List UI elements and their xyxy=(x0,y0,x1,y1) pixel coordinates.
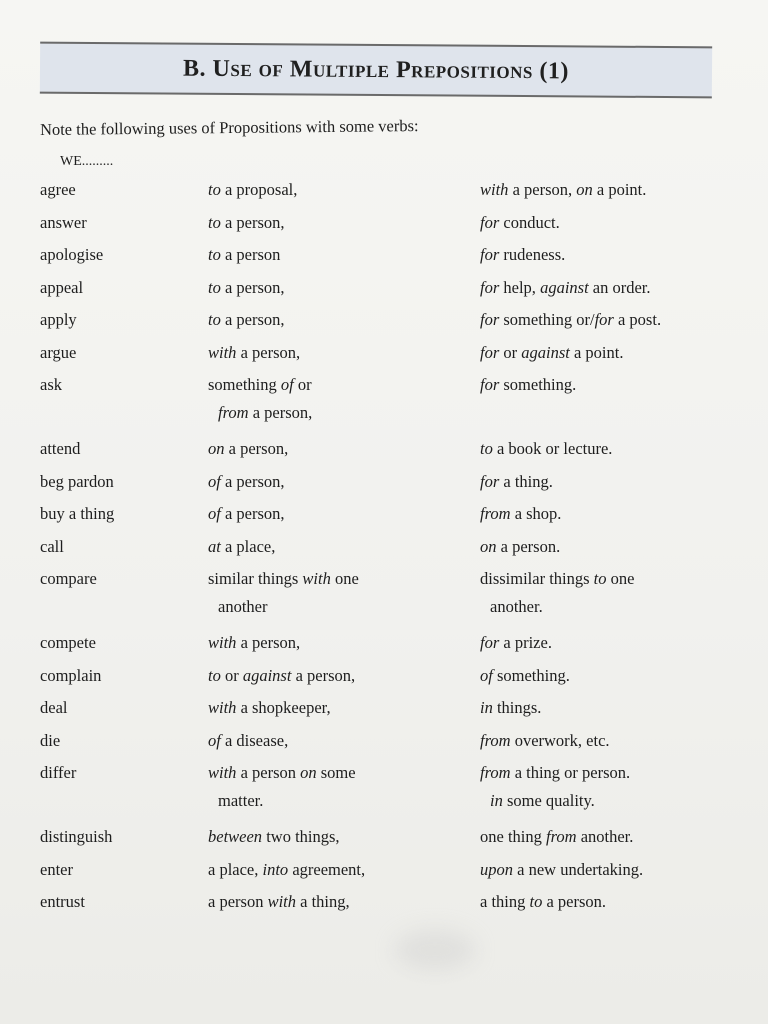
usage-cell-1-continued xyxy=(208,403,312,423)
preposition: from xyxy=(546,827,577,846)
preposition: to xyxy=(208,665,221,685)
subheading: WE......... xyxy=(60,154,114,169)
text: a prize. xyxy=(499,633,552,652)
text: a place, xyxy=(208,859,263,879)
text: conduct. xyxy=(499,212,560,232)
usage-cell-2 xyxy=(480,763,630,811)
text: agreement, xyxy=(288,859,366,879)
usage-cell-2 xyxy=(480,633,552,653)
usage-cell-1-continued xyxy=(208,791,356,811)
verb-cell: beg pardon xyxy=(40,471,114,491)
preposition: for xyxy=(480,633,500,652)
verb-cell: complain xyxy=(40,665,102,685)
table-row xyxy=(40,763,720,827)
preposition: against xyxy=(242,665,292,685)
usage-cell-2 xyxy=(480,343,623,363)
verb-cell: deal xyxy=(40,698,68,717)
preposition: to xyxy=(208,277,221,297)
preposition: for xyxy=(480,375,500,394)
text: one xyxy=(606,569,635,588)
text: a place, xyxy=(220,536,276,556)
text: something or/ xyxy=(499,310,595,329)
preposition: for xyxy=(480,471,500,491)
text: a person, xyxy=(248,403,313,422)
text: or xyxy=(499,342,522,362)
text: one thing xyxy=(480,827,546,846)
preposition: on xyxy=(208,439,225,458)
preposition: for xyxy=(480,212,500,232)
usage-cell-1 xyxy=(208,472,285,492)
text: a person, xyxy=(220,310,285,329)
preposition: to xyxy=(208,310,221,329)
usage-cell-2 xyxy=(480,537,560,557)
table-row xyxy=(40,180,720,213)
preposition: to xyxy=(593,569,607,588)
preposition: in xyxy=(480,698,493,717)
usage-cell-2 xyxy=(480,860,643,880)
text: a thing. xyxy=(499,471,553,491)
preposition: to xyxy=(480,439,493,458)
usage-cell-1 xyxy=(208,245,280,265)
usage-cell-2 xyxy=(480,731,610,751)
table-row xyxy=(40,375,720,439)
usage-cell-1 xyxy=(208,731,288,751)
text: a person, xyxy=(220,212,285,232)
preposition: against xyxy=(521,342,570,362)
verb-cell: differ xyxy=(40,763,77,782)
usage-cell-1 xyxy=(208,633,300,653)
text: a person xyxy=(208,892,268,911)
text: a thing, xyxy=(296,892,350,911)
preposition: to xyxy=(208,245,221,264)
usage-cell-1 xyxy=(208,278,285,298)
usage-cell-1-continued xyxy=(208,597,359,617)
table-row xyxy=(40,860,720,893)
prepositions-table xyxy=(40,180,720,925)
text: another. xyxy=(490,597,543,616)
usage-cell-2 xyxy=(480,666,570,686)
text: a point. xyxy=(592,180,647,199)
preposition: of xyxy=(480,665,493,685)
table-row xyxy=(40,633,720,666)
usage-cell-2-continued xyxy=(480,791,630,811)
verb-cell: apply xyxy=(40,310,77,329)
text: things. xyxy=(492,698,542,717)
usage-cell-1 xyxy=(208,310,285,330)
verb-cell: ask xyxy=(40,375,62,394)
text: a person xyxy=(220,245,281,264)
intro-text: Note the following uses of Propositions with some verbs: xyxy=(39,116,419,139)
text: a shop. xyxy=(510,504,562,523)
verb-cell: call xyxy=(40,536,64,556)
preposition: with xyxy=(208,763,237,782)
text: matter. xyxy=(218,791,264,810)
text: a new undertaking. xyxy=(513,859,644,879)
usage-cell-2 xyxy=(480,213,560,233)
text: a person, xyxy=(508,180,577,199)
section-title-bar xyxy=(40,42,712,99)
section-title: B. Use of Multiple Prepositions (1) xyxy=(183,55,569,84)
usage-cell-1 xyxy=(208,763,356,811)
usage-cell-1 xyxy=(208,504,285,524)
text: help, xyxy=(499,277,541,297)
table-row xyxy=(40,439,720,472)
text: some quality. xyxy=(502,791,595,810)
text: another. xyxy=(576,827,634,846)
usage-cell-2-continued xyxy=(480,597,634,617)
verb-cell: compete xyxy=(40,633,96,652)
table-row xyxy=(40,666,720,699)
text: a person, xyxy=(220,504,285,523)
preposition: for xyxy=(480,342,500,362)
verb-cell: attend xyxy=(40,439,81,458)
text: a thing or person. xyxy=(510,763,631,782)
text: a person, xyxy=(236,633,301,652)
text: a book or lecture. xyxy=(492,439,613,458)
usage-cell-1 xyxy=(208,180,297,200)
table-row xyxy=(40,278,720,311)
preposition: of xyxy=(280,375,294,394)
page-smudge xyxy=(395,930,475,970)
usage-cell-1 xyxy=(208,537,275,557)
verb-cell: entrust xyxy=(40,892,85,911)
preposition: into xyxy=(262,859,289,879)
text: a person, xyxy=(220,277,285,297)
text: something. xyxy=(499,375,577,394)
table-row xyxy=(40,827,720,860)
preposition: on xyxy=(480,536,497,556)
text: a person, xyxy=(291,665,356,685)
text: something. xyxy=(492,665,570,685)
text: another xyxy=(218,597,268,616)
table-row xyxy=(40,892,720,925)
text: overwork, etc. xyxy=(510,730,610,750)
verb-cell: appeal xyxy=(40,277,84,297)
text: a person. xyxy=(542,892,607,911)
preposition: on xyxy=(300,763,317,782)
text: rudeness. xyxy=(499,245,566,264)
preposition: with xyxy=(267,892,297,911)
preposition: in xyxy=(490,791,503,810)
verb-cell: apologise xyxy=(40,245,104,264)
text: a point. xyxy=(569,342,624,362)
preposition: between xyxy=(208,827,263,846)
preposition: on xyxy=(576,180,593,199)
text: a person, xyxy=(220,471,285,491)
usage-cell-2 xyxy=(480,439,612,459)
text: a person, xyxy=(224,439,289,458)
verb-cell: compare xyxy=(40,569,97,588)
text: a person. xyxy=(496,536,561,556)
table-row xyxy=(40,537,720,570)
usage-cell-1 xyxy=(208,343,300,363)
preposition: for xyxy=(480,277,500,297)
text: one xyxy=(330,569,359,588)
verb-cell: agree xyxy=(40,180,76,199)
text: a shopkeeper, xyxy=(236,698,331,717)
preposition: with xyxy=(208,633,237,652)
usage-cell-2 xyxy=(480,278,651,298)
text: some xyxy=(316,763,356,782)
preposition: to xyxy=(208,212,221,232)
text: a thing xyxy=(480,892,530,911)
preposition: of xyxy=(208,471,221,491)
text: a post. xyxy=(613,310,662,329)
usage-cell-2 xyxy=(480,504,561,524)
usage-cell-1 xyxy=(208,698,331,718)
verb-cell: die xyxy=(40,730,61,750)
usage-cell-2 xyxy=(480,698,541,718)
table-row xyxy=(40,343,720,376)
preposition: of xyxy=(208,730,221,750)
preposition: from xyxy=(480,730,511,750)
usage-cell-1 xyxy=(208,569,359,617)
usage-cell-2 xyxy=(480,245,565,265)
preposition: of xyxy=(208,504,221,523)
usage-cell-2 xyxy=(480,375,576,395)
text: or xyxy=(293,375,312,394)
table-row xyxy=(40,245,720,278)
usage-cell-2 xyxy=(480,310,661,330)
usage-cell-2 xyxy=(480,569,634,617)
table-row xyxy=(40,731,720,764)
verb-cell: enter xyxy=(40,859,73,879)
preposition: to xyxy=(529,892,543,911)
table-row xyxy=(40,504,720,537)
usage-cell-1 xyxy=(208,213,285,233)
usage-cell-2 xyxy=(480,827,633,847)
preposition: to xyxy=(208,180,221,199)
verb-cell: argue xyxy=(40,342,77,362)
preposition: with xyxy=(208,342,237,362)
table-row xyxy=(40,698,720,731)
text: a person, xyxy=(236,342,301,362)
preposition: with xyxy=(208,698,237,717)
text: an order. xyxy=(588,277,651,297)
verb-cell: distinguish xyxy=(40,827,113,846)
preposition: at xyxy=(208,536,221,556)
preposition: with xyxy=(480,180,509,199)
preposition: for xyxy=(594,310,614,329)
preposition: for xyxy=(480,310,500,329)
table-row xyxy=(40,310,720,343)
usage-cell-2 xyxy=(480,892,606,912)
text: something xyxy=(208,375,281,394)
preposition: from xyxy=(480,763,511,782)
preposition: from xyxy=(218,403,249,422)
usage-cell-1 xyxy=(208,860,365,880)
text: dissimilar things xyxy=(480,569,594,588)
usage-cell-1 xyxy=(208,375,312,423)
text: a disease, xyxy=(220,730,289,750)
usage-cell-2 xyxy=(480,180,646,200)
table-row xyxy=(40,472,720,505)
usage-cell-1 xyxy=(208,666,355,686)
usage-cell-2 xyxy=(480,472,553,492)
table-row xyxy=(40,569,720,633)
preposition: for xyxy=(480,245,500,264)
usage-cell-1 xyxy=(208,439,288,459)
preposition: against xyxy=(540,277,589,297)
preposition: from xyxy=(480,504,511,523)
text: or xyxy=(220,665,243,685)
preposition: upon xyxy=(480,859,513,879)
preposition: with xyxy=(302,569,331,588)
text: similar things xyxy=(208,569,303,588)
verb-cell: answer xyxy=(40,212,87,232)
text: two things, xyxy=(262,827,340,846)
text: a proposal, xyxy=(220,180,298,199)
usage-cell-1 xyxy=(208,892,350,912)
text: a person xyxy=(236,763,301,782)
verb-cell: buy a thing xyxy=(40,504,115,523)
usage-cell-1 xyxy=(208,827,340,847)
table-row xyxy=(40,213,720,246)
